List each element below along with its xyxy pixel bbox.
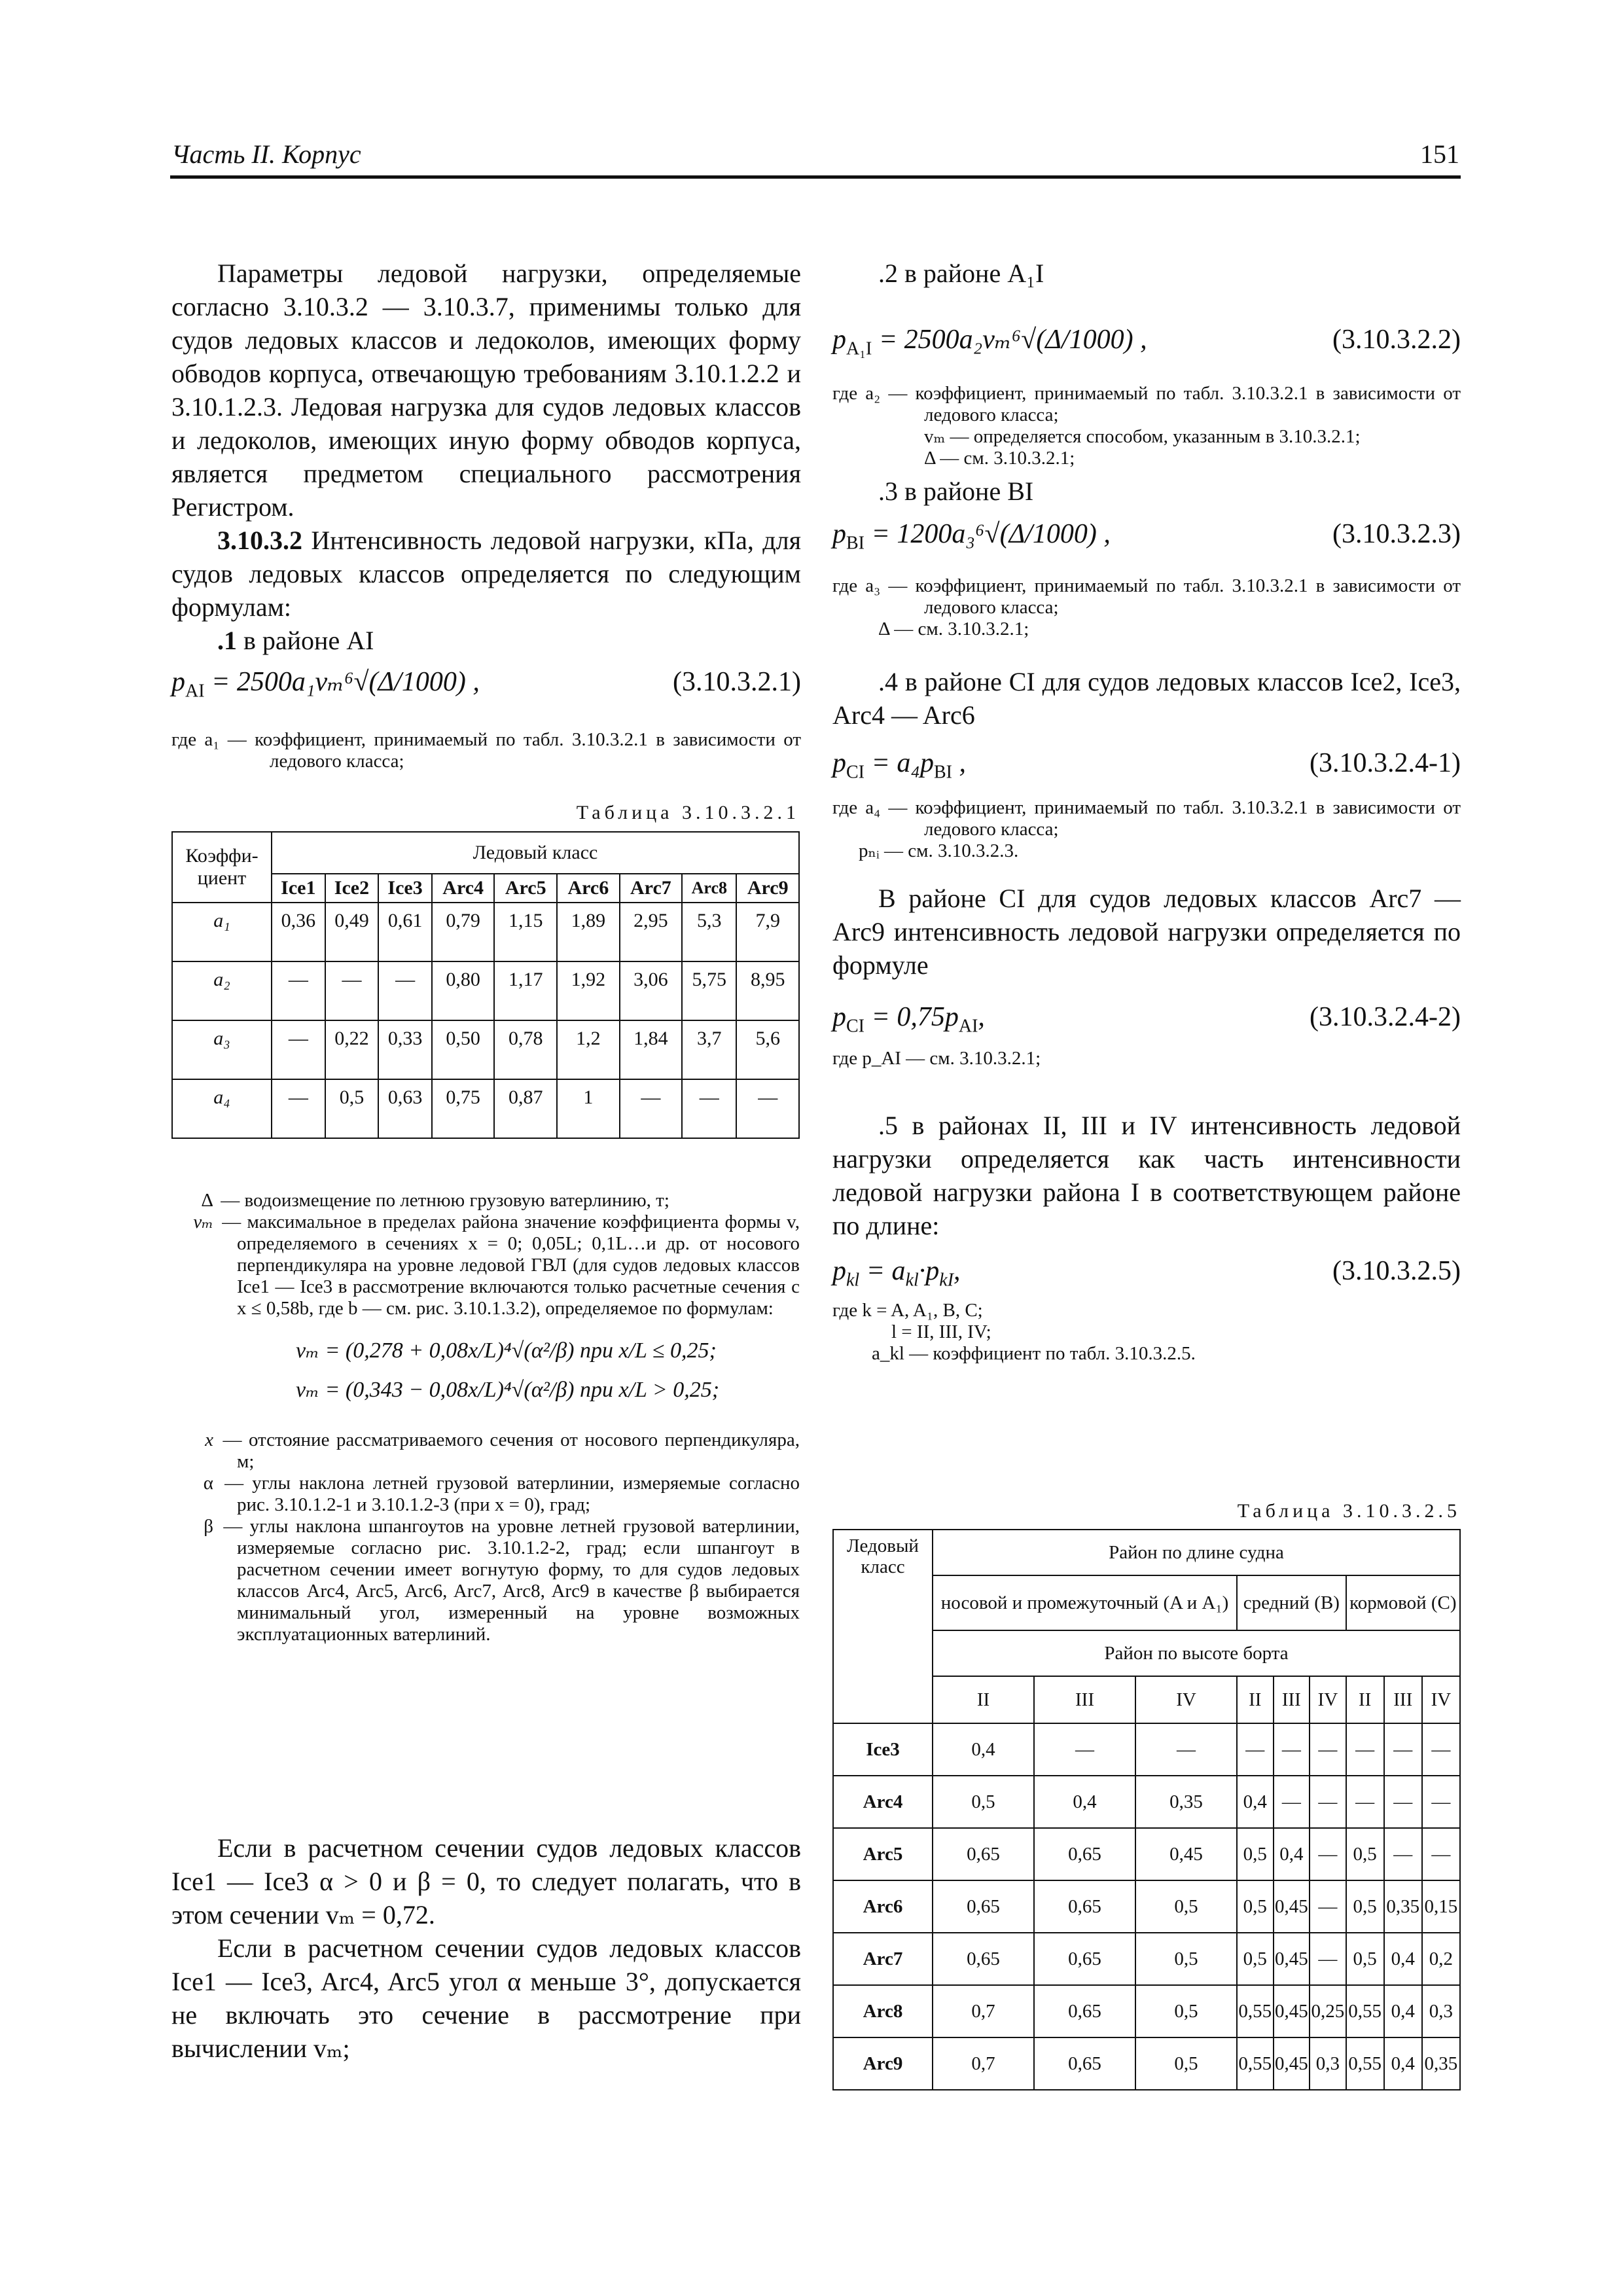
formula-3-10-3-2-3 — [832, 514, 1461, 563]
value-cell: 7,9 — [736, 903, 799, 961]
value-cell: 0,5 — [1237, 1880, 1274, 1933]
value-cell: 0,80 — [432, 961, 495, 1020]
item-5-paragraph: .5 в районах II, III и IV интенсивность ледовой нагрузки определяется как часть интенсивности ледовой нагрузки района I в соответствующем районе по длине: — [832, 1110, 1461, 1240]
value-cell: 0,65 — [933, 1828, 1034, 1880]
value-cell: 1,17 — [494, 961, 557, 1020]
formula-number: (3.10.3.2.5) — [1332, 1255, 1461, 1286]
value-cell: 0,35 — [1384, 1880, 1422, 1933]
table-head-coef: Коэффи-циент — [172, 832, 272, 903]
table-row — [833, 1723, 1460, 1776]
value-cell: — — [1274, 1776, 1310, 1828]
class-cell: Arc5 — [494, 874, 557, 903]
paragraph-alpha-small: Если в расчетном сечении судов ледовых классов Ice1 — Ice3, Arc4, Arc5 угол α меньше 3°, допускается не включать это сечение в рассмотрение при вычислении vₘ; — [171, 1933, 801, 2063]
value-cell: 0,63 — [378, 1079, 432, 1138]
formula-3-10-3-2-5 — [832, 1251, 1461, 1300]
value-cell: 5,3 — [682, 903, 736, 961]
value-cell: 0,25 — [1310, 1985, 1346, 2037]
value-cell: 0,65 — [1034, 2037, 1135, 2090]
formula-3-10-3-2-1 — [171, 662, 801, 711]
table-3-10-3-2-5 — [832, 1529, 1461, 2090]
value-cell: 0,65 — [933, 1933, 1034, 1985]
table-caption-1: Таблица 3.10.3.2.1 — [576, 802, 800, 823]
table2-head-height: Район по высоте борта — [933, 1630, 1460, 1676]
formula-vm-2: vₘ = (0,343 − 0,08x/L)⁴√(α²/β) при x/L > 0,25; — [296, 1378, 720, 1402]
table-row — [172, 961, 799, 1020]
definitions-block — [171, 1190, 800, 1645]
value-cell: 0,45 — [1274, 1985, 1310, 2037]
table-row — [833, 1880, 1460, 1933]
table-caption-2: Таблица 3.10.3.2.5 — [1237, 1500, 1461, 1522]
table2-sub: III — [1384, 1676, 1422, 1723]
table-3-10-3-2-1 — [171, 831, 800, 1139]
value-cell: 0,87 — [494, 1079, 557, 1138]
value-cell: 0,5 — [1135, 1985, 1237, 2037]
value-cell: — — [325, 961, 379, 1020]
value-cell: 0,45 — [1274, 2037, 1310, 2090]
value-cell: 0,5 — [1237, 1933, 1274, 1985]
value-cell: 0,2 — [1422, 1933, 1460, 1985]
formula-2-notes: где a₂ — коэффициент, принимаемый по табл. 3.10.3.2.1 в зависимости от ледового класса; vₘ — определяется способом, указанным в 3.10.3.2.1; Δ — см. 3.10.3.2.1; — [832, 383, 1461, 469]
clause-number: 3.10.3.2 — [217, 526, 302, 555]
formula-3-notes: где a₃ — коэффициент, принимаемый по табл. 3.10.3.2.1 в зависимости от ледового класса; Δ — см. 3.10.3.2.1; — [832, 575, 1461, 639]
def-beta: β — углы наклона шпангоутов на уровне летней грузовой ватерлинии, измеряемые согласно рис. 3.10.1.2-2, град; если шпангоут в расчетном сечении имеет вогнутую форму, то для судов ледовых классов Arc4, Arc5, Arc6, Arc7, Arc8, Arc9 в качестве β выбирается минимальный угол, измеренный на уровне возможных эксплуатационных ватерлиний. — [204, 1516, 800, 1645]
table-row — [172, 1020, 799, 1079]
value-cell: 0,79 — [432, 903, 495, 961]
formula-3-10-3-2-2 — [832, 320, 1461, 368]
formula-3-10-3-2-4-1 — [832, 744, 1461, 792]
value-cell: 0,5 — [1346, 1933, 1384, 1985]
class-cell: Ice3 — [833, 1723, 933, 1776]
formula-body: $p_{CI} = a_4p_{BI}$ , — [832, 747, 966, 783]
value-cell: — — [1310, 1880, 1346, 1933]
right-column — [832, 257, 1461, 1365]
value-cell: 0,4 — [933, 1723, 1034, 1776]
value-cell: — — [1384, 1828, 1422, 1880]
formula-3-10-3-2-4-2 — [832, 997, 1461, 1046]
value-cell: 0,15 — [1422, 1880, 1460, 1933]
class-cell: Arc4 — [833, 1776, 933, 1828]
value-cell: — — [620, 1079, 683, 1138]
def-vm: vₘ — максимальное в пределах района значение коэффициента формы v, определяемого в сечениях x = 0; 0,05L; 0,1L…и др. от носового перпендикуляра на уровне ледовой ГВЛ (для судов ледовых классов Ice1 — Ice3 в рассмотрение включаются только расчетные сечения с x ≤ 0,58b, где b — см. рис. 3.10.1.3.2), определяемое по формулам: — [193, 1211, 800, 1319]
formula-note: где a₁ — коэффициент, принимаемый по табл. 3.10.3.2.1 в зависимости от ледового класса; — [171, 729, 801, 772]
value-cell: 0,5 — [1237, 1828, 1274, 1880]
value-cell: 5,6 — [736, 1020, 799, 1079]
value-cell: — — [1135, 1723, 1237, 1776]
formula-4-notes: где a₄ — коэффициент, принимаемый по табл. 3.10.3.2.1 в зависимости от ледового класса; pₙᵢ — см. 3.10.3.2.3. — [832, 797, 1461, 862]
item-text: в районе AI — [237, 626, 374, 655]
value-cell: — — [1274, 1723, 1310, 1776]
value-cell: 0,4 — [1034, 1776, 1135, 1828]
item-number: .1 — [217, 626, 237, 655]
value-cell: 3,7 — [682, 1020, 736, 1079]
left-column-bottom — [171, 1831, 801, 2065]
value-cell: 0,45 — [1274, 1880, 1310, 1933]
value-cell: 0,4 — [1237, 1776, 1274, 1828]
value-cell: 1,92 — [557, 961, 620, 1020]
formula-number: (3.10.3.2.4-2) — [1310, 1002, 1461, 1033]
value-cell: — — [1034, 1723, 1135, 1776]
value-cell: — — [1422, 1723, 1460, 1776]
value-cell: 0,5 — [325, 1079, 379, 1138]
value-cell: 0,50 — [432, 1020, 495, 1079]
table2-sub: IV — [1422, 1676, 1460, 1723]
class-cell: Arc9 — [736, 874, 799, 903]
table2-sub: II — [1346, 1676, 1384, 1723]
value-cell: 1,89 — [557, 903, 620, 961]
value-cell: 0,5 — [1346, 1828, 1384, 1880]
table2-sub: IV — [1310, 1676, 1346, 1723]
value-cell: 0,55 — [1346, 1985, 1384, 2037]
value-cell: 2,95 — [620, 903, 683, 961]
value-cell: 0,3 — [1310, 2037, 1346, 2090]
formula-body: $p_{CI} = 0,75p_{AI}$, — [832, 1002, 985, 1037]
formula-5-note: где p_AI — см. 3.10.3.2.1; — [832, 1047, 1041, 1069]
item-1-heading — [171, 624, 801, 657]
value-cell: — — [272, 1079, 325, 1138]
class-cell: Arc4 — [432, 874, 495, 903]
value-cell: 1,15 — [494, 903, 557, 961]
item-2-heading: .2 в районе A₁I — [878, 259, 1044, 288]
coef-cell: a₄ — [172, 1079, 272, 1138]
value-cell: 0,65 — [933, 1880, 1034, 1933]
formula-body: $p_{BI} = 1200a_3^6√(\Delta/1000)$ , — [832, 519, 1111, 554]
value-cell: — — [1310, 1933, 1346, 1985]
def-delta: Δ — водоизмещение по летнюю грузовую ватерлинию, т; — [201, 1190, 669, 1211]
def-x: x — отстояние рассматриваемого сечения от носового перпендикуляра, м; — [205, 1429, 800, 1472]
value-cell: 0,5 — [1135, 2037, 1237, 2090]
value-cell: 0,65 — [1034, 1933, 1135, 1985]
value-cell: 0,4 — [1274, 1828, 1310, 1880]
value-cell: 0,5 — [1346, 1880, 1384, 1933]
value-cell: 0,7 — [933, 2037, 1034, 2090]
class-cell: Arc8 — [833, 1985, 933, 2037]
value-cell: 0,45 — [1274, 1933, 1310, 1985]
class-cell: Ice2 — [325, 874, 379, 903]
table-row — [833, 2037, 1460, 2090]
table2-group-bow: носовой и промежуточный (A и A₁) — [933, 1575, 1237, 1630]
item-4-heading: .4 в районе CI для судов ледовых классов Ice2, Ice3, Arc4 — Arc6 — [832, 666, 1461, 730]
value-cell: 0,61 — [378, 903, 432, 961]
value-cell: — — [1346, 1723, 1384, 1776]
coef-cell: a₂ — [172, 961, 272, 1020]
class-cell: Ice1 — [272, 874, 325, 903]
table-head-group: Ледовый класс — [272, 832, 799, 874]
value-cell: 0,65 — [1034, 1880, 1135, 1933]
table2-group-stern: кормовой (C) — [1346, 1575, 1460, 1630]
value-cell: 0,4 — [1384, 2037, 1422, 2090]
class-cell: Arc8 — [682, 874, 736, 903]
clause-3-10-3-2 — [171, 524, 801, 624]
value-cell: 0,4 — [1384, 1985, 1422, 2037]
value-cell: 0,35 — [1135, 1776, 1237, 1828]
value-cell: — — [1422, 1776, 1460, 1828]
table-row — [833, 1828, 1460, 1880]
value-cell: 0,5 — [933, 1776, 1034, 1828]
table2-sub: III — [1274, 1676, 1310, 1723]
value-cell: 1 — [557, 1079, 620, 1138]
class-cell: Arc5 — [833, 1828, 933, 1880]
class-cell: Arc6 — [557, 874, 620, 903]
coef-cell: a₁ — [172, 903, 272, 961]
value-cell: 0,5 — [1135, 1933, 1237, 1985]
value-cell: — — [1384, 1776, 1422, 1828]
class-cell: Arc6 — [833, 1880, 933, 1933]
formula-body: $p_{AI} = 2500a_1v_m^6√(\Delta/1000)$ , — [171, 667, 480, 702]
class-cell: Ice3 — [378, 874, 432, 903]
table-row — [172, 903, 799, 961]
page-number: 151 — [1420, 139, 1459, 169]
value-cell: 0,5 — [1135, 1880, 1237, 1933]
formula-vm-1: vₘ = (0,278 + 0,08x/L)⁴√(α²/β) при x/L ≤ 0,25; — [296, 1338, 717, 1363]
value-cell: 1,84 — [620, 1020, 683, 1079]
value-cell: 0,4 — [1384, 1933, 1422, 1985]
class-cell: Arc9 — [833, 2037, 933, 2090]
value-cell: 1,2 — [557, 1020, 620, 1079]
formula-number: (3.10.3.2.2) — [1332, 325, 1461, 355]
value-cell: 0,55 — [1346, 2037, 1384, 2090]
table-row — [833, 1933, 1460, 1985]
formula-6-notes: где k = A, A₁, B, C; l = II, III, IV; a_kl — коэффициент по табл. 3.10.3.2.5. — [832, 1299, 1196, 1364]
value-cell: 0,22 — [325, 1020, 379, 1079]
value-cell: 0,55 — [1237, 2037, 1274, 2090]
value-cell: 0,3 — [1422, 1985, 1460, 2037]
paragraph-alpha-beta: Если в расчетном сечении судов ледовых классов Ice1 — Ice3 α > 0 и β = 0, то следует полагать, что в этом сечении vₘ = 0,72. — [171, 1833, 801, 1929]
table2-sub: II — [933, 1676, 1034, 1723]
value-cell: — — [1310, 1723, 1346, 1776]
value-cell: — — [272, 961, 325, 1020]
formula-body: $p_{A_1I} = 2500a_2v_m^6√(\Delta/1000)$ , — [832, 325, 1147, 359]
value-cell: 3,06 — [620, 961, 683, 1020]
table2-sub: III — [1034, 1676, 1135, 1723]
running-header-part: Часть II. Корпус — [171, 139, 361, 169]
def-alpha: α — углы наклона летней грузовой ватерлинии, измеряемые согласно рис. 3.10.1.2-1 и 3.10.1.2-3 (при x = 0), град; — [203, 1473, 800, 1515]
value-cell: 5,75 — [682, 961, 736, 1020]
value-cell: — — [1422, 1828, 1460, 1880]
class-cell: Arc7 — [833, 1933, 933, 1985]
value-cell: 8,95 — [736, 961, 799, 1020]
left-column — [171, 257, 801, 772]
value-cell: — — [682, 1079, 736, 1138]
table2-head-class: Ледовый класс — [833, 1530, 933, 1723]
formula-body: $p_{kl} = a_{kl}\cdot p_{kI}$, — [832, 1255, 961, 1290]
table-row — [833, 1985, 1460, 2037]
formula-number: (3.10.3.2.4-1) — [1310, 747, 1461, 778]
value-cell: 0,55 — [1237, 1985, 1274, 2037]
value-cell: — — [1237, 1723, 1274, 1776]
value-cell: 0,49 — [325, 903, 379, 961]
table-row — [172, 1079, 799, 1138]
formula-number: (3.10.3.2.3) — [1332, 519, 1461, 550]
value-cell: 0,35 — [1422, 2037, 1460, 2090]
value-cell: — — [1310, 1776, 1346, 1828]
item-3-heading: .3 в районе BI — [878, 476, 1034, 507]
clause-text: Интенсивность ледовой нагрузки, кПа, для судов ледовых классов определяется по следующим формулам: — [171, 526, 801, 622]
value-cell: — — [1346, 1776, 1384, 1828]
value-cell: 0,65 — [1034, 1985, 1135, 2037]
value-cell: — — [1384, 1723, 1422, 1776]
table2-sub: IV — [1135, 1676, 1237, 1723]
class-cell: Arc7 — [620, 874, 683, 903]
value-cell: 0,33 — [378, 1020, 432, 1079]
formula-number: (3.10.3.2.1) — [673, 667, 801, 697]
table2-group-mid: средний (B) — [1237, 1575, 1346, 1630]
value-cell: 0,36 — [272, 903, 325, 961]
value-cell: — — [1310, 1828, 1346, 1880]
paragraph-ci-arc7-arc9: В районе CI для судов ледовых классов Arc7 — Arc9 интенсивность ледовой нагрузки определяется по формуле — [832, 884, 1461, 980]
value-cell: — — [272, 1020, 325, 1079]
value-cell: 0,65 — [1034, 1828, 1135, 1880]
value-cell: 0,75 — [432, 1079, 495, 1138]
header-rule — [170, 175, 1461, 179]
intro-paragraph: Параметры ледовой нагрузки, определяемые согласно 3.10.3.2 — 3.10.3.7, применимы только для судов ледовых классов и ледоколов, имеющих форму обводов корпуса, отвечающую требованиям 3.10.1.2.2 и 3.10.1.2.3. Ледовая нагрузка для судов ледовых классов и ледоколов, имеющих иную форму обводов корпуса, является предметом специального рассмотрения Регистром. — [171, 259, 801, 522]
value-cell: 0,7 — [933, 1985, 1034, 2037]
value-cell: 0,45 — [1135, 1828, 1237, 1880]
value-cell: — — [736, 1079, 799, 1138]
table-row — [833, 1776, 1460, 1828]
table2-head-length: Район по длине судна — [933, 1530, 1460, 1575]
table2-sub: II — [1237, 1676, 1274, 1723]
value-cell: — — [378, 961, 432, 1020]
value-cell: 0,78 — [494, 1020, 557, 1079]
coef-cell: a₃ — [172, 1020, 272, 1079]
